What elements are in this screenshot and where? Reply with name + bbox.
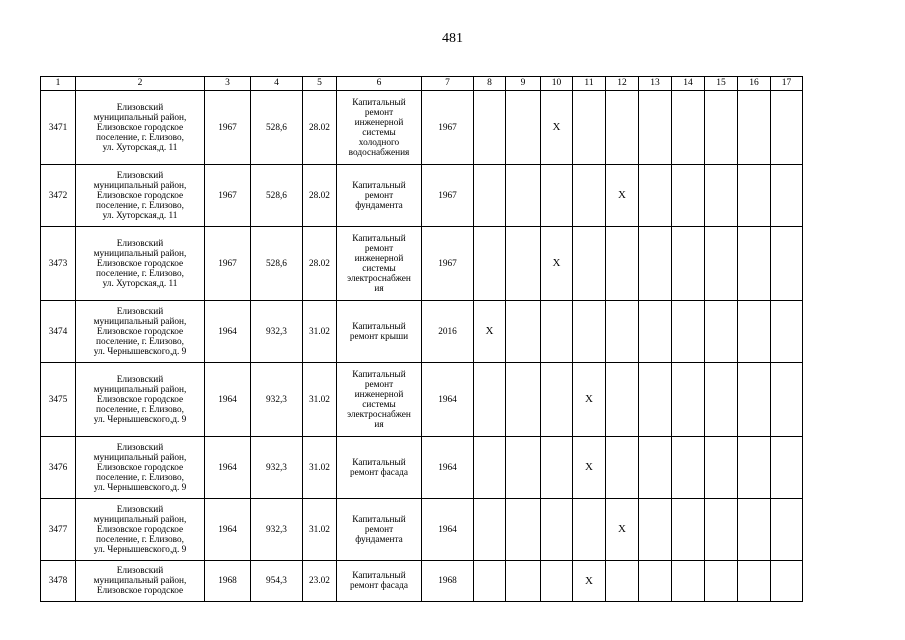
row-number-cell: 3478 [41, 561, 76, 602]
address-cell-line: муниципальный район, [93, 514, 187, 525]
column-number-cell: 3 [205, 77, 251, 91]
address-cell [76, 499, 205, 561]
address-cell [76, 561, 205, 602]
work-type-cell-line: фундамента [355, 534, 403, 545]
table-row [41, 437, 803, 499]
table-row [41, 561, 803, 602]
column-12-cell [606, 499, 639, 561]
address-cell-line: Елизовский [116, 306, 164, 317]
column-number-cell: 11 [573, 77, 606, 91]
column-number-cell: 5 [303, 77, 337, 91]
column-13-cell [639, 499, 672, 561]
planned-year-cell: 1967 [422, 227, 474, 301]
column-11-cell [573, 499, 606, 561]
column-17-cell [771, 437, 803, 499]
column-15-cell [705, 227, 738, 301]
work-type-cell-line: инженерной [354, 117, 404, 128]
address-cell-line: Елизовское городское [96, 462, 184, 473]
address-cell-line: поселение, г. Елизово, [96, 534, 184, 545]
address-cell-line: ул. Чернышевского,д. 9 [93, 414, 187, 425]
code-cell: 23.02 [303, 561, 337, 602]
address-cell-line: Елизовский [116, 504, 164, 515]
year-built-cell: 1967 [205, 91, 251, 165]
work-type-cell [337, 499, 422, 561]
column-12-cell [606, 91, 639, 165]
column-16-cell [738, 227, 771, 301]
address-cell-line: ул. Хуторская,д. 11 [102, 278, 178, 289]
address-cell-line: поселение, г. Елизово, [96, 404, 184, 415]
address-cell-line: поселение, г. Елизово, [96, 132, 184, 143]
work-type-cell-line: Капитальный [352, 369, 406, 380]
column-13-cell [639, 227, 672, 301]
table-row [41, 301, 803, 363]
x-mark: Х [618, 523, 626, 535]
column-16-cell [738, 437, 771, 499]
column-15-cell [705, 437, 738, 499]
x-mark: Х [618, 189, 626, 201]
column-14-cell [672, 363, 705, 437]
column-number-cell: 6 [337, 77, 422, 91]
row-number-cell: 3473 [41, 227, 76, 301]
work-type-cell [337, 227, 422, 301]
address-cell-line: муниципальный район, [93, 248, 187, 259]
column-8-cell [474, 437, 506, 499]
column-9-cell [506, 499, 541, 561]
work-type-cell-line: инженерной [354, 253, 404, 264]
column-12-cell [606, 227, 639, 301]
table-body [41, 77, 803, 602]
row-number-cell: 3471 [41, 91, 76, 165]
column-11-cell [573, 165, 606, 227]
column-13-cell [639, 363, 672, 437]
column-12-cell [606, 561, 639, 602]
address-cell-line: ул. Хуторская,д. 11 [102, 210, 178, 221]
column-number-cell: 12 [606, 77, 639, 91]
table-row [41, 499, 803, 561]
planned-year-cell: 1967 [422, 165, 474, 227]
page-number: 481 [442, 31, 463, 46]
column-13-cell [639, 301, 672, 363]
address-cell [76, 363, 205, 437]
column-8-cell [474, 165, 506, 227]
column-14-cell [672, 437, 705, 499]
column-number-cell: 13 [639, 77, 672, 91]
x-mark: Х [552, 121, 561, 133]
work-type-cell-line: ремонт [364, 107, 394, 118]
work-type-cell-line: Капитальный [352, 514, 406, 525]
area-cell: 528,6 [251, 165, 303, 227]
code-cell: 28.02 [303, 91, 337, 165]
column-number-cell: 10 [541, 77, 573, 91]
work-type-cell-line: Капитальный [352, 571, 406, 581]
column-8-cell [474, 363, 506, 437]
column-11-cell [573, 363, 606, 437]
address-cell-line: поселение, г. Елизово, [96, 472, 184, 483]
address-cell-line: муниципальный район, [93, 316, 187, 327]
column-15-cell [705, 363, 738, 437]
row-number-cell: 3472 [41, 165, 76, 227]
work-type-cell-line: Капитальный [352, 233, 406, 244]
work-type-cell [337, 363, 422, 437]
column-17-cell [771, 363, 803, 437]
column-12-cell [606, 165, 639, 227]
work-type-cell-line: ремонт [364, 379, 394, 390]
work-type-cell-line: системы [362, 127, 396, 138]
column-number-cell: 16 [738, 77, 771, 91]
column-15-cell [705, 91, 738, 165]
column-8-cell [474, 561, 506, 602]
year-built-cell: 1968 [205, 561, 251, 602]
work-type-cell-line: Капитальный [352, 97, 406, 108]
column-16-cell [738, 363, 771, 437]
address-cell [76, 301, 205, 363]
column-8-cell [474, 227, 506, 301]
address-cell-line: Елизовский [116, 374, 164, 385]
column-14-cell [672, 165, 705, 227]
work-type-cell-line: Капитальный [352, 457, 406, 468]
code-cell: 31.02 [303, 363, 337, 437]
work-type-cell-line: фундамента [355, 200, 403, 211]
work-type-cell-line: инженерной [354, 389, 404, 400]
x-mark: Х [552, 257, 561, 269]
column-12-cell [606, 437, 639, 499]
column-number-cell: 4 [251, 77, 303, 91]
address-cell [76, 227, 205, 301]
column-number-cell: 7 [422, 77, 474, 91]
work-type-cell-line: Капитальный [352, 180, 406, 191]
column-15-cell [705, 165, 738, 227]
column-number-cell: 9 [506, 77, 541, 91]
area-cell: 954,3 [251, 561, 303, 602]
address-cell [76, 91, 205, 165]
work-type-cell-line: системы [362, 399, 396, 410]
column-9-cell [506, 227, 541, 301]
work-type-cell [337, 165, 422, 227]
address-cell-line: ул. Чернышевского,д. 9 [93, 544, 187, 555]
column-10-cell [541, 301, 573, 363]
area-cell: 932,3 [251, 499, 303, 561]
work-type-cell-line: ия [374, 283, 384, 294]
address-cell-line: поселение, г. Елизово, [96, 200, 184, 211]
address-cell-line: Елизовское городское [96, 258, 184, 269]
code-cell: 31.02 [303, 437, 337, 499]
column-number-cell: 14 [672, 77, 705, 91]
column-13-cell [639, 91, 672, 165]
year-built-cell: 1967 [205, 165, 251, 227]
planned-year-cell: 2016 [422, 301, 474, 363]
planned-year-cell: 1964 [422, 499, 474, 561]
column-9-cell [506, 91, 541, 165]
column-9-cell [506, 561, 541, 602]
work-type-cell-line: ремонт фасада [349, 467, 409, 478]
code-cell: 28.02 [303, 227, 337, 301]
address-cell-line: Елизовский [116, 102, 164, 113]
address-cell-line: Елизовский [116, 238, 164, 249]
register-table [40, 76, 803, 602]
column-11-cell [573, 91, 606, 165]
column-16-cell [738, 91, 771, 165]
column-16-cell [738, 499, 771, 561]
column-11-cell [573, 561, 606, 602]
column-17-cell [771, 91, 803, 165]
column-9-cell [506, 165, 541, 227]
code-cell: 31.02 [303, 301, 337, 363]
work-type-cell [337, 91, 422, 165]
x-mark: Х [585, 461, 593, 473]
column-16-cell [738, 165, 771, 227]
column-15-cell [705, 499, 738, 561]
code-cell: 28.02 [303, 165, 337, 227]
column-17-cell [771, 499, 803, 561]
column-14-cell [672, 91, 705, 165]
work-type-cell-line: ремонт [364, 190, 394, 201]
column-11-cell [573, 301, 606, 363]
table-row [41, 91, 803, 165]
area-cell: 528,6 [251, 91, 303, 165]
area-cell: 528,6 [251, 227, 303, 301]
work-type-cell-line: ремонт крыши [349, 331, 409, 342]
column-12-cell [606, 301, 639, 363]
planned-year-cell: 1967 [422, 91, 474, 165]
year-built-cell: 1964 [205, 437, 251, 499]
row-number-cell: 3474 [41, 301, 76, 363]
planned-year-cell: 1964 [422, 437, 474, 499]
address-cell-line: Елизовское городское [96, 394, 184, 405]
column-13-cell [639, 561, 672, 602]
year-built-cell: 1964 [205, 499, 251, 561]
work-type-cell-line: ремонт [364, 524, 394, 535]
column-17-cell [771, 561, 803, 602]
column-17-cell [771, 165, 803, 227]
column-9-cell [506, 301, 541, 363]
work-type-cell [337, 437, 422, 499]
address-cell-line: Елизовский [116, 170, 164, 181]
column-17-cell [771, 301, 803, 363]
work-type-cell-line: электроснабжен [347, 273, 411, 284]
address-cell-line: муниципальный район, [93, 112, 187, 123]
column-11-cell [573, 227, 606, 301]
column-number-row [41, 77, 803, 91]
column-number-cell: 8 [474, 77, 506, 91]
column-15-cell [705, 301, 738, 363]
work-type-cell [337, 301, 422, 363]
address-cell-line: муниципальный район, [93, 576, 187, 586]
address-cell-line: Елизовский [116, 442, 164, 453]
column-10-cell [541, 437, 573, 499]
address-cell [76, 165, 205, 227]
column-10-cell [541, 165, 573, 227]
column-11-cell [573, 437, 606, 499]
table-row [41, 227, 803, 301]
address-cell-line: Елизовское городское [96, 586, 184, 596]
work-type-cell-line: ремонт [364, 243, 394, 254]
column-17-cell [771, 227, 803, 301]
address-cell [76, 437, 205, 499]
row-number-cell: 3477 [41, 499, 76, 561]
year-built-cell: 1967 [205, 227, 251, 301]
address-cell-line: муниципальный район, [93, 384, 187, 395]
area-cell: 932,3 [251, 363, 303, 437]
column-8-cell [474, 301, 506, 363]
column-9-cell [506, 437, 541, 499]
address-cell-line: ул. Хуторская,д. 11 [102, 142, 178, 153]
column-number-cell: 2 [76, 77, 205, 91]
column-10-cell [541, 91, 573, 165]
row-number-cell: 3476 [41, 437, 76, 499]
column-14-cell [672, 499, 705, 561]
row-number-cell: 3475 [41, 363, 76, 437]
table-row [41, 363, 803, 437]
column-8-cell [474, 91, 506, 165]
column-13-cell [639, 165, 672, 227]
column-13-cell [639, 437, 672, 499]
year-built-cell: 1964 [205, 363, 251, 437]
planned-year-cell: 1968 [422, 561, 474, 602]
address-cell-line: поселение, г. Елизово, [96, 268, 184, 279]
planned-year-cell: 1964 [422, 363, 474, 437]
area-cell: 932,3 [251, 301, 303, 363]
column-14-cell [672, 301, 705, 363]
work-type-cell-line: ремонт фасада [349, 581, 409, 591]
address-cell-line: Елизовское городское [96, 190, 184, 201]
column-16-cell [738, 561, 771, 602]
column-16-cell [738, 301, 771, 363]
year-built-cell: 1964 [205, 301, 251, 363]
column-10-cell [541, 227, 573, 301]
address-cell-line: Елизовское городское [96, 122, 184, 133]
column-9-cell [506, 363, 541, 437]
column-14-cell [672, 227, 705, 301]
x-mark: Х [585, 393, 593, 405]
work-type-cell-line: ия [374, 419, 384, 430]
address-cell-line: Елизовское городское [96, 524, 184, 535]
column-12-cell [606, 363, 639, 437]
work-type-cell [337, 561, 422, 602]
column-15-cell [705, 561, 738, 602]
column-10-cell [541, 363, 573, 437]
code-cell: 31.02 [303, 499, 337, 561]
area-cell: 932,3 [251, 437, 303, 499]
table-row [41, 165, 803, 227]
column-10-cell [541, 561, 573, 602]
address-cell-line: Елизовский [116, 566, 164, 576]
work-type-cell-line: водоснабжения [348, 147, 410, 158]
x-mark: Х [585, 574, 593, 587]
work-type-cell-line: системы [362, 263, 396, 274]
column-14-cell [672, 561, 705, 602]
x-mark: Х [485, 325, 494, 337]
address-cell-line: муниципальный район, [93, 180, 187, 191]
address-cell-line: Елизовское городское [96, 326, 184, 337]
address-cell-line: ул. Чернышевского,д. 9 [93, 346, 187, 357]
work-type-cell-line: холодного [358, 137, 400, 148]
column-10-cell [541, 499, 573, 561]
column-number-cell: 15 [705, 77, 738, 91]
work-type-cell-line: электроснабжен [347, 409, 411, 420]
address-cell-line: муниципальный район, [93, 452, 187, 463]
address-cell-line: ул. Чернышевского,д. 9 [93, 482, 187, 493]
work-type-cell-line: Капитальный [352, 321, 406, 332]
column-8-cell [474, 499, 506, 561]
column-number-cell: 1 [41, 77, 76, 91]
column-number-cell: 17 [771, 77, 803, 91]
address-cell-line: поселение, г. Елизово, [96, 336, 184, 347]
